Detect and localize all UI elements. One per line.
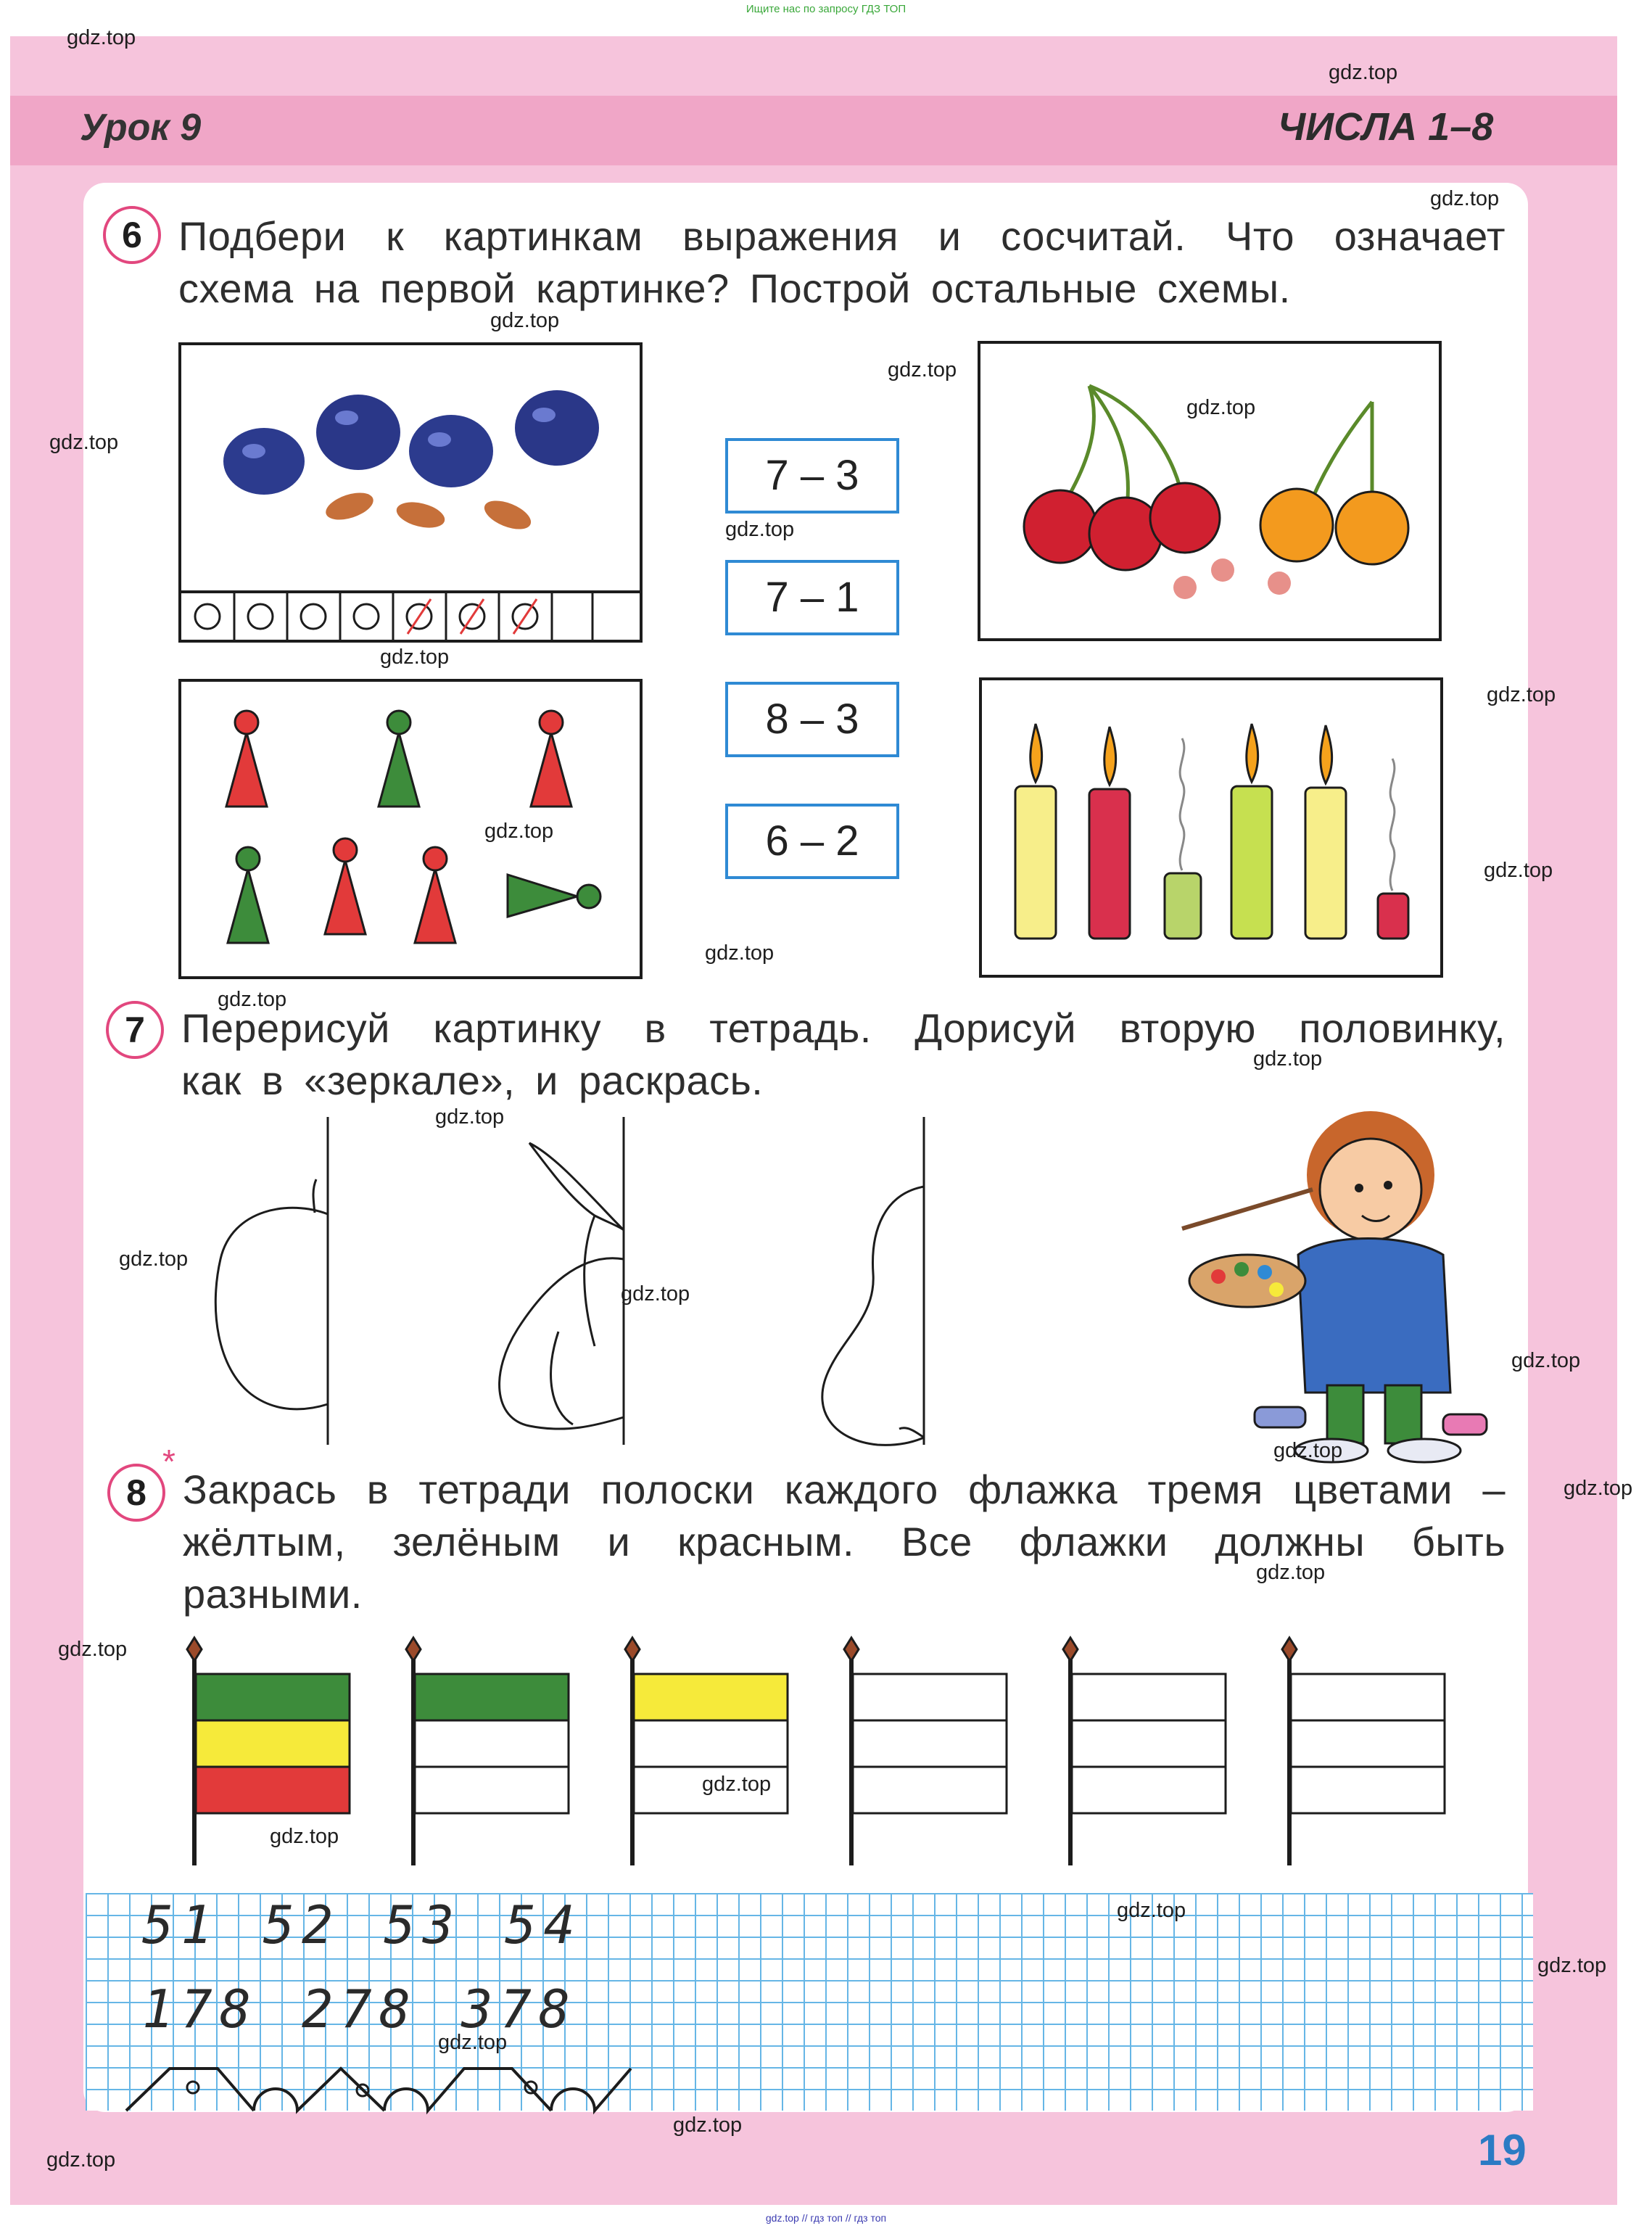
pawns-picture bbox=[178, 679, 643, 979]
watermark-text: gdz.top bbox=[1186, 396, 1256, 419]
bottom-site-links: gdz.top // гдз топ // гдз топ bbox=[765, 2212, 887, 2224]
cherries-illustration bbox=[980, 344, 1439, 638]
watermark-text: gdz.top bbox=[705, 941, 775, 965]
watermark-text: gdz.top bbox=[1564, 1477, 1633, 1500]
pawns-illustration bbox=[181, 682, 640, 976]
painter-boy-illustration bbox=[1168, 1073, 1494, 1465]
plums-picture bbox=[178, 342, 643, 643]
watermark-text: gdz.top bbox=[725, 518, 795, 541]
task-8-number: 8 bbox=[107, 1464, 165, 1522]
watermark-text: gdz.top bbox=[435, 1105, 505, 1129]
hand-number: 278 bbox=[302, 1979, 418, 2040]
candles-picture bbox=[979, 677, 1443, 978]
task-6-line-2: схема на первой картинке? Построй остальные схемы. bbox=[178, 265, 1291, 311]
task-7-line-2: как в «зеркале», и раскрась. bbox=[181, 1057, 764, 1103]
task-8-line-1: Закрась в тетради полоски каждого флажка тремя цветами – bbox=[183, 1467, 1506, 1512]
watermark-text: gdz.top bbox=[1256, 1561, 1326, 1584]
watermark-text: gdz.top bbox=[1484, 859, 1553, 882]
watermark-text: gdz.top bbox=[1511, 1349, 1581, 1372]
expression-card[interactable]: 7 – 3 bbox=[725, 438, 899, 514]
hand-number: 54 bbox=[505, 1894, 582, 1955]
expression-card[interactable]: 7 – 1 bbox=[725, 560, 899, 635]
watermark-text: gdz.top bbox=[1253, 1047, 1323, 1071]
watermark-text: gdz.top bbox=[702, 1773, 772, 1796]
watermark-text: gdz.top bbox=[490, 309, 560, 332]
watermark-text: gdz.top bbox=[1329, 61, 1398, 84]
task-8-line-3: разными. bbox=[183, 1571, 363, 1617]
task-6-line-1: Подбери к картинкам выражения и сосчитай. Что означает bbox=[178, 213, 1506, 259]
watermark-text: gdz.top bbox=[270, 1825, 339, 1848]
watermark-text: gdz.top bbox=[888, 358, 957, 382]
pattern-border bbox=[123, 2057, 653, 2115]
watermark-text: gdz.top bbox=[1537, 1954, 1607, 1977]
hand-number: 52 bbox=[263, 1894, 341, 1955]
hand-number: 51 bbox=[142, 1894, 220, 1955]
lesson-title: Урок 9 bbox=[80, 107, 202, 149]
watermark-text: gdz.top bbox=[46, 2148, 116, 2172]
watermark-text: gdz.top bbox=[1430, 187, 1500, 210]
watermark-text: gdz.top bbox=[1487, 683, 1556, 706]
flags-row bbox=[174, 1635, 1465, 1874]
hand-number: 53 bbox=[384, 1894, 462, 1955]
task-7-number: 7 bbox=[106, 1001, 164, 1059]
hand-number: 378 bbox=[461, 1979, 578, 2040]
watermark-text: gdz.top bbox=[119, 1248, 189, 1271]
task-6-number: 6 bbox=[103, 206, 161, 264]
watermark-text: gdz.top bbox=[380, 646, 450, 669]
topic-title: ЧИСЛА 1–8 bbox=[1278, 105, 1494, 149]
watermark-text: gdz.top bbox=[438, 2031, 508, 2054]
mirror-drawings bbox=[189, 1114, 957, 1448]
watermark-text: gdz.top bbox=[218, 988, 287, 1011]
hand-number: 178 bbox=[142, 1979, 259, 2040]
watermark-text: gdz.top bbox=[1117, 1899, 1186, 1922]
plums-illustration bbox=[181, 345, 640, 640]
candles-illustration bbox=[982, 680, 1440, 975]
expression-card[interactable]: 8 – 3 bbox=[725, 682, 899, 757]
star-marker: * bbox=[162, 1443, 175, 1480]
watermark-text: gdz.top bbox=[67, 26, 136, 49]
expression-card[interactable]: 6 – 2 bbox=[725, 804, 899, 879]
cherries-picture bbox=[978, 341, 1442, 641]
watermark-text: gdz.top bbox=[58, 1638, 128, 1661]
watermark-text: gdz.top bbox=[49, 431, 119, 454]
task-7-line-1: Перерисуй картинку в тетрадь. Дорисуй вторую половинку, bbox=[181, 1005, 1506, 1051]
watermark-text: gdz.top bbox=[621, 1282, 690, 1306]
watermark-text: gdz.top bbox=[484, 820, 554, 843]
page-number: 19 bbox=[1478, 2126, 1527, 2174]
handwriting-row-2 bbox=[142, 1979, 577, 2040]
task-8-line-2: жёлтым, зелёным и красным. Все флажки должны быть bbox=[183, 1519, 1506, 1564]
top-search-hint: Ищите нас по запросу ГДЗ ТОП bbox=[746, 3, 906, 15]
watermark-text: gdz.top bbox=[673, 2114, 743, 2137]
watermark-text: gdz.top bbox=[1273, 1439, 1343, 1462]
handwriting-row-1 bbox=[142, 1894, 582, 1955]
